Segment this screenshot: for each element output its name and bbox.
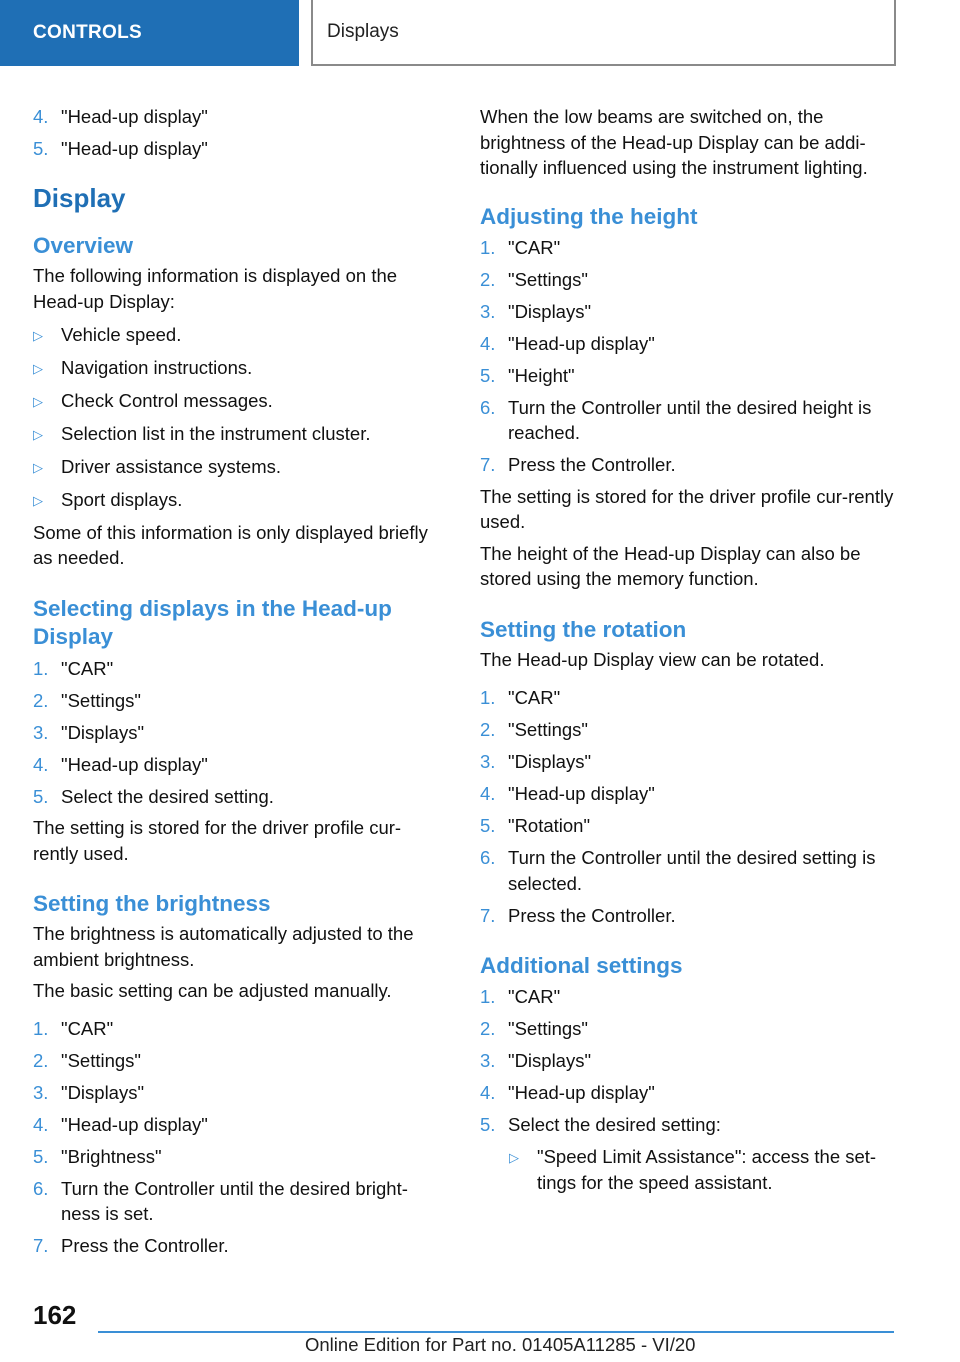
list-item: [33, 1048, 443, 1074]
item-text: "Settings": [61, 1049, 141, 1071]
list-item: [33, 104, 443, 130]
overview-note: Some of this information is only displayed briefly as needed.: [33, 521, 428, 568]
item-number: 5.: [480, 815, 496, 836]
footer-divider: [98, 1331, 894, 1333]
item-number: 7.: [480, 904, 496, 926]
item-number: 5.: [33, 1145, 49, 1167]
item-text: "Displays": [61, 1081, 145, 1103]
item-number: 3.: [33, 721, 49, 743]
item-number: 2.: [480, 268, 496, 290]
height-note-1: The setting is stored for the driver profile cur-rently used.: [480, 485, 894, 532]
bullet-item: [509, 1144, 900, 1195]
triangle-bullet-icon: ▷: [33, 394, 43, 409]
item-text: "Head-up display": [508, 1082, 655, 1103]
section-tab-controls: [0, 0, 299, 66]
list-item: [480, 299, 900, 325]
item-number: 4.: [480, 783, 496, 804]
item-number: 4.: [33, 1113, 49, 1135]
bullet-item: [33, 454, 443, 481]
section-label: CONTROLS: [33, 22, 143, 43]
list-item: [33, 1144, 443, 1170]
item-text: "CAR": [508, 236, 561, 258]
list-item: [33, 784, 443, 810]
triangle-bullet-icon: ▷: [509, 1150, 519, 1165]
list-item: [33, 688, 443, 714]
list-item: [480, 749, 900, 775]
list-item: [33, 1016, 443, 1042]
item-number: 5.: [33, 785, 49, 807]
item-text: "Settings": [508, 268, 588, 290]
item-number: 5.: [480, 364, 496, 386]
item-text: "Settings": [508, 1018, 588, 1039]
item-text: Press the Controller.: [508, 904, 676, 926]
list-item: [33, 752, 443, 778]
item-text: "Head-up display": [508, 332, 655, 354]
item-text: "CAR": [61, 657, 114, 679]
item-number: 5.: [480, 1114, 496, 1135]
item-number: 5.: [33, 137, 49, 159]
right-column: [480, 100, 900, 1195]
item-number: 6.: [480, 847, 496, 868]
list-item: [33, 1080, 443, 1106]
item-text: "Head-up display": [61, 753, 208, 775]
list-item: [480, 781, 900, 807]
item-text: "Displays": [508, 300, 592, 322]
list-item: [480, 685, 900, 711]
item-number: 4.: [480, 1082, 496, 1103]
selecting-steps-list: [33, 656, 443, 810]
list-item: [480, 331, 900, 357]
bullet-item: [33, 322, 443, 349]
list-item: [480, 845, 900, 896]
bullet-item: [33, 421, 443, 448]
item-number: 3.: [33, 1081, 49, 1103]
item-number: 2.: [480, 1018, 496, 1039]
page-header: [0, 0, 960, 66]
item-number: 3.: [480, 751, 496, 772]
item-text: "Displays": [508, 1050, 592, 1071]
left-column: [33, 100, 443, 1259]
page-number: 162: [33, 1300, 77, 1330]
list-item: [480, 235, 900, 261]
heading-rotation: Setting the rotation: [480, 616, 687, 642]
item-text: "Head-up display": [61, 1113, 208, 1135]
chapter-tab-displays: [311, 0, 896, 66]
list-item: [480, 1112, 900, 1138]
item-number: 1.: [480, 687, 496, 708]
list-item: [33, 1233, 443, 1259]
item-text: "Displays": [508, 751, 592, 772]
bullet-text: "Speed Limit Assistance": access the set-tings for the speed assistant.: [537, 1146, 877, 1193]
item-text: Press the Controller.: [61, 1235, 229, 1256]
bullet-item: [33, 388, 443, 415]
brightness-text-1: The brightness is automatically adjusted to the ambient brightness.: [33, 923, 414, 970]
list-item: [480, 395, 900, 446]
list-item: [480, 267, 900, 293]
triangle-bullet-icon: ▷: [33, 493, 43, 508]
item-number: 3.: [480, 300, 496, 322]
list-item: [33, 1112, 443, 1138]
item-number: 1.: [33, 657, 49, 679]
item-text: "Brightness": [61, 1145, 162, 1167]
heading-overview: Overview: [33, 233, 134, 258]
item-number: 2.: [33, 689, 49, 711]
heading-additional-settings: Additional settings: [480, 953, 683, 978]
item-number: 6.: [33, 1177, 49, 1199]
heading-display: Display: [33, 183, 126, 213]
item-number: 1.: [33, 1017, 49, 1039]
list-item: [33, 720, 443, 746]
list-item: [480, 1048, 900, 1074]
bullet-item: [33, 487, 443, 514]
item-text: "CAR": [508, 687, 561, 708]
item-number: 1.: [480, 236, 496, 258]
list-item: [480, 1080, 900, 1106]
overview-bullet-list: [33, 322, 443, 514]
item-text: Turn the Controller until the desired height is reached.: [508, 396, 872, 443]
item-number: 2.: [33, 1049, 49, 1071]
item-text: "Displays": [61, 721, 145, 743]
bullet-text: Sport displays.: [61, 489, 183, 510]
triangle-bullet-icon: ▷: [33, 328, 43, 343]
bullet-text: Navigation instructions.: [61, 357, 253, 378]
intro-list: [33, 104, 443, 161]
list-item: [480, 903, 900, 929]
triangle-bullet-icon: ▷: [33, 427, 43, 442]
bullet-text: Check Control messages.: [61, 390, 273, 411]
heading-brightness: Setting the brightness: [33, 891, 271, 916]
item-number: 7.: [480, 454, 496, 475]
bullet-text: Driver assistance systems.: [61, 456, 281, 477]
additional-steps-list: [480, 984, 900, 1138]
lowbeam-text: When the low beams are switched on, the brightness of the Head-up Display can be addi-tionally influenced using the instrument lighting.: [480, 106, 868, 178]
edition-text: Online Edition for Part no. 01405A11285 - VI/20: [305, 1334, 696, 1355]
triangle-bullet-icon: ▷: [33, 460, 43, 475]
list-item: [480, 984, 900, 1010]
triangle-bullet-icon: ▷: [33, 361, 43, 376]
additional-bullet-list: [480, 1144, 900, 1195]
rotation-text: The Head-up Display view can be rotated.: [480, 648, 825, 670]
item-text: Turn the Controller until the desired setting is selected.: [508, 847, 876, 894]
bullet-text: Vehicle speed.: [61, 324, 182, 345]
item-text: "Rotation": [508, 815, 591, 836]
item-number: 6.: [480, 396, 496, 418]
rotation-steps-list: [480, 685, 900, 928]
item-number: 1.: [480, 986, 496, 1007]
selecting-note: The setting is stored for the driver profile cur-rently used.: [33, 817, 402, 864]
list-item: [480, 452, 900, 478]
list-item: [33, 136, 443, 162]
item-number: 7.: [33, 1235, 49, 1256]
list-item: [480, 717, 900, 743]
item-text: "Height": [508, 364, 575, 386]
item-number: 4.: [33, 106, 49, 127]
list-item: [480, 1016, 900, 1042]
item-text: Select the desired setting.: [61, 785, 274, 807]
height-steps-list: [480, 235, 900, 478]
item-text: Turn the Controller until the desired bright-ness is set.: [61, 1177, 408, 1224]
item-text: Press the Controller.: [508, 454, 676, 475]
item-text: "Head-up display": [61, 137, 208, 159]
brightness-text-2: The basic setting can be adjusted manually.: [33, 980, 392, 1001]
item-text: "CAR": [508, 986, 561, 1007]
item-text: "Settings": [61, 689, 141, 711]
overview-text: The following information is displayed on the Head-up Display:: [33, 265, 398, 312]
item-number: 2.: [480, 719, 496, 740]
list-item: [480, 363, 900, 389]
list-item: [33, 656, 443, 682]
item-text: "Settings": [508, 719, 588, 740]
height-note-2: The height of the Head-up Display can also be stored using the memory function.: [480, 542, 861, 589]
item-text: "Head-up display": [61, 106, 208, 127]
item-text: Select the desired setting:: [508, 1114, 721, 1135]
item-number: 4.: [33, 753, 49, 775]
bullet-text: Selection list in the instrument cluster.: [61, 423, 371, 444]
item-number: 4.: [480, 332, 496, 354]
heading-selecting-displays: Selecting displays in the Head-up Display: [33, 595, 392, 649]
brightness-steps-list: [33, 1016, 443, 1259]
list-item: [33, 1176, 443, 1227]
bullet-item: [33, 355, 443, 382]
item-number: 3.: [480, 1050, 496, 1071]
item-text: "CAR": [61, 1017, 114, 1039]
chapter-label: Displays: [327, 21, 399, 42]
heading-adjusting-height: Adjusting the height: [480, 203, 698, 229]
list-item: [480, 813, 900, 839]
item-text: "Head-up display": [508, 783, 655, 804]
